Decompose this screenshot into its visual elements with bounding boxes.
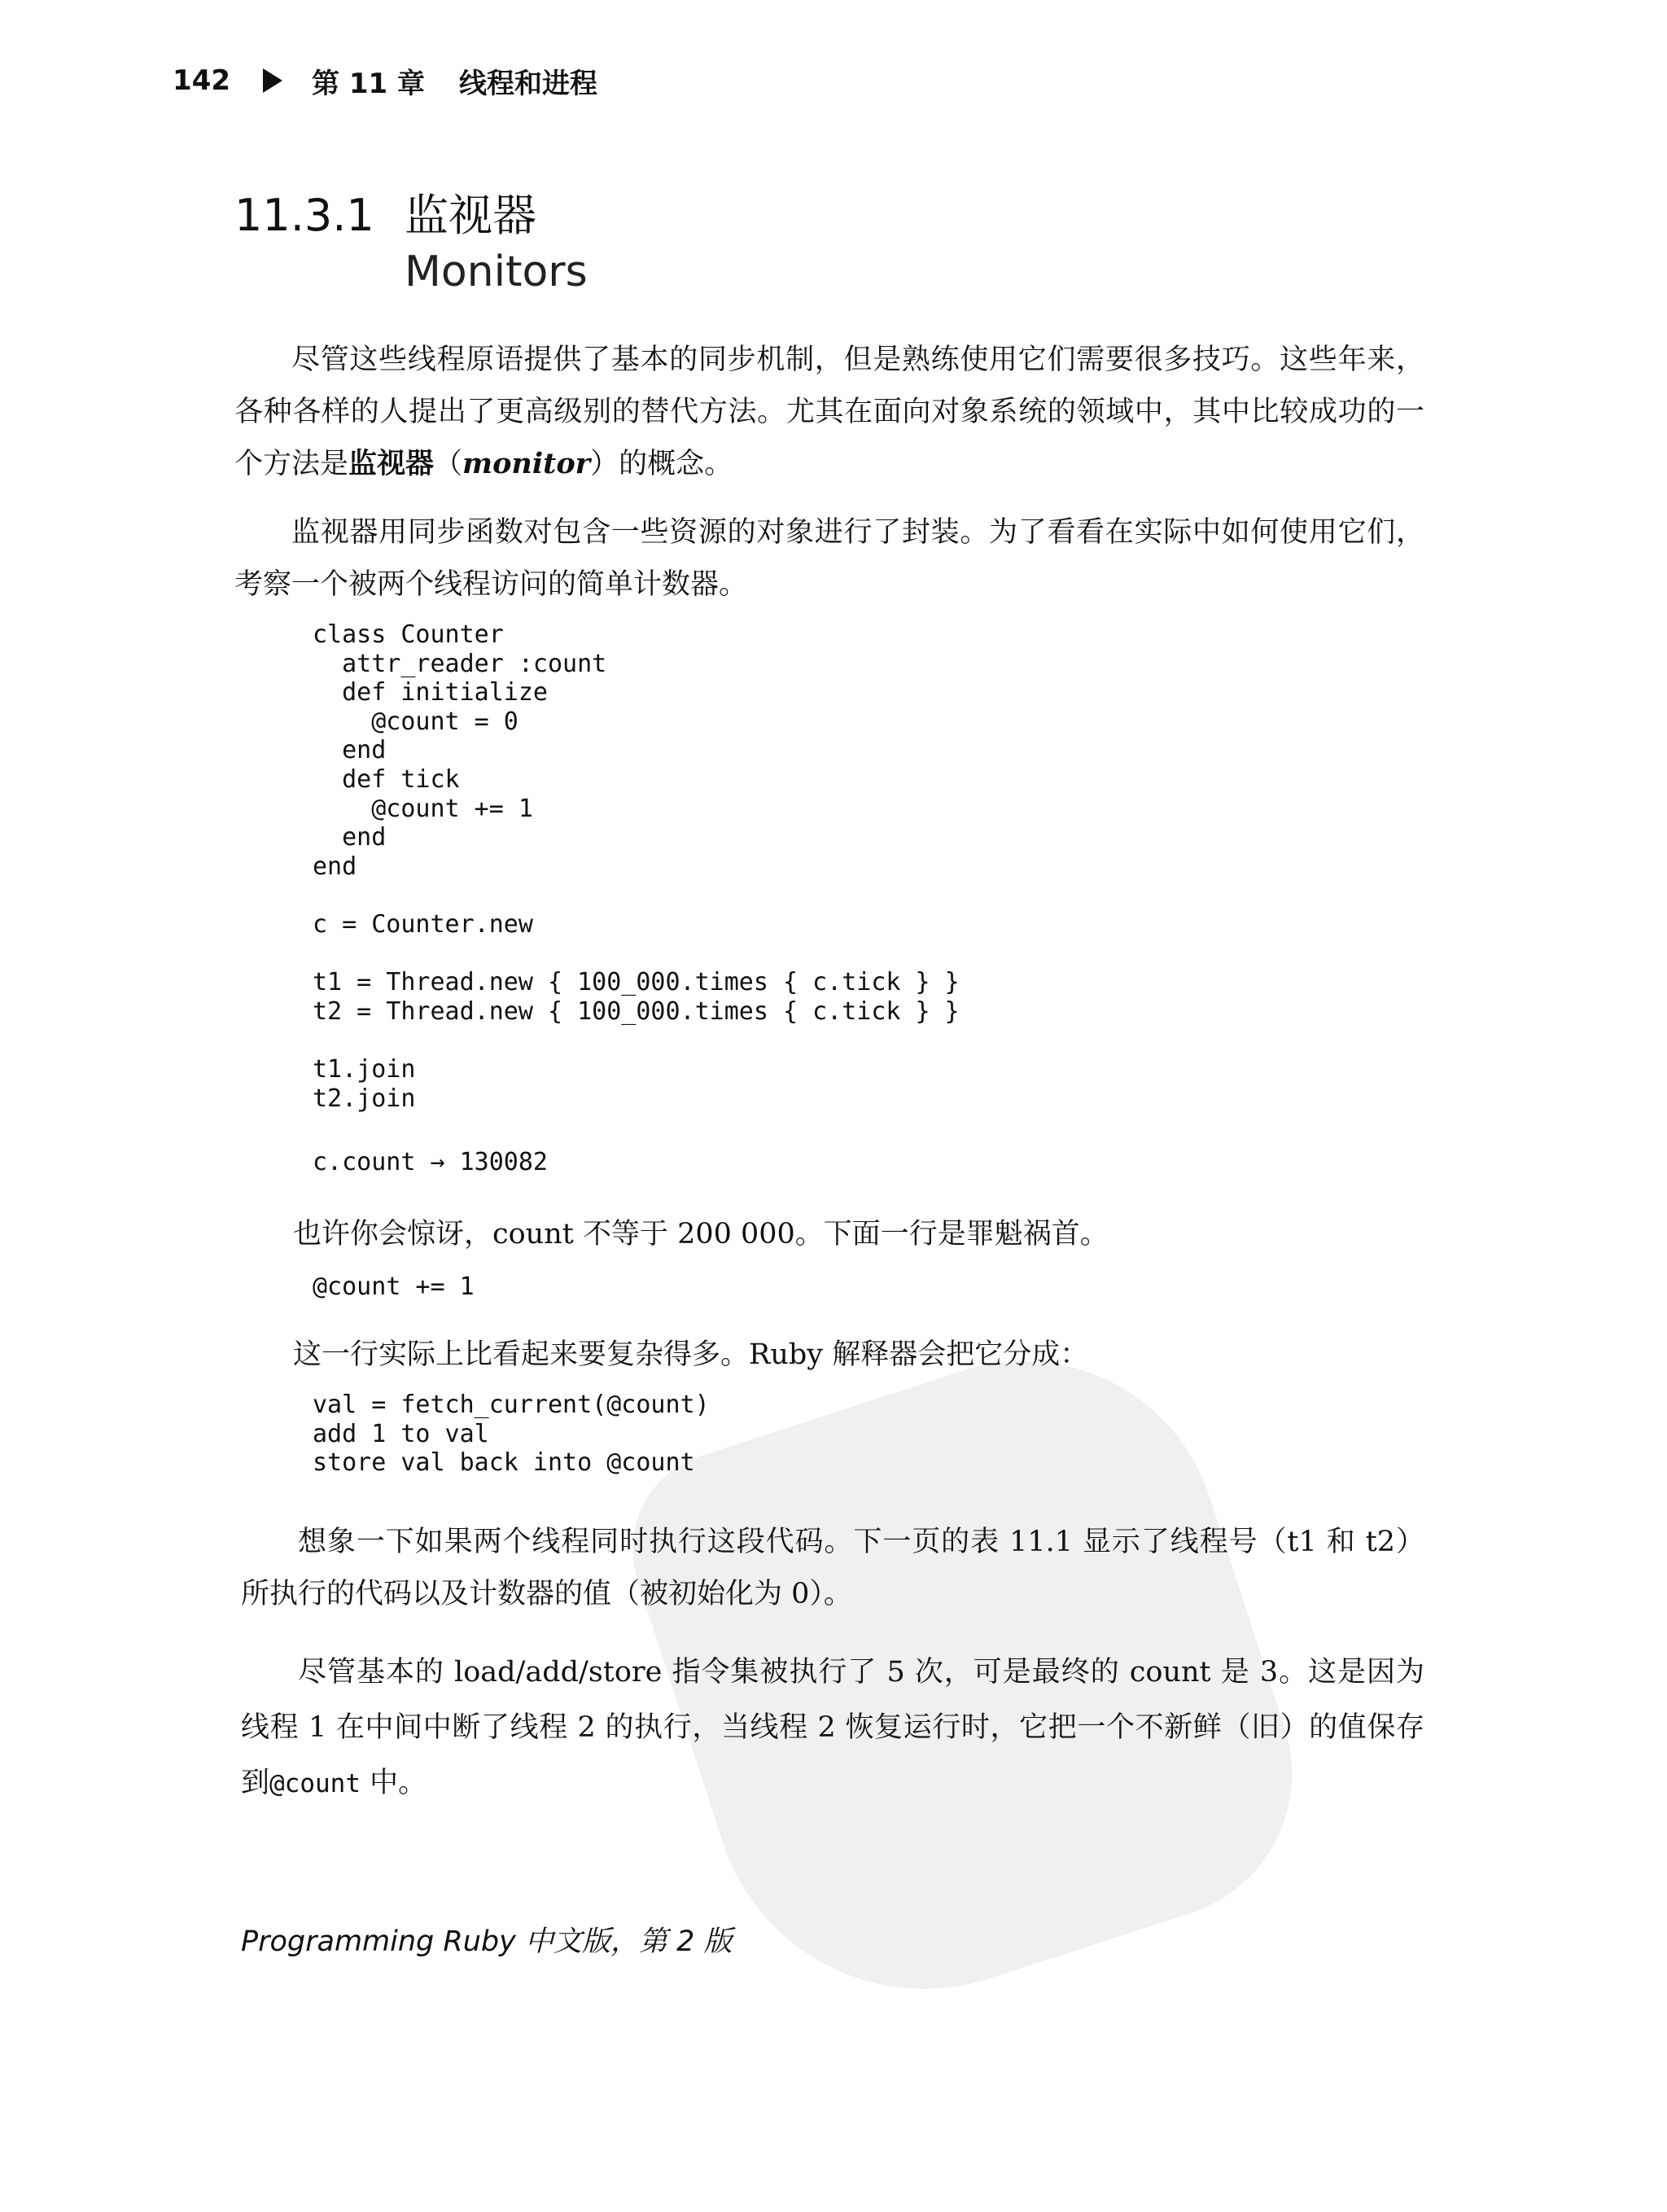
code-block-counter: class Counter attr_reader :count def initialize @count = 0 end def tick @count += 1 end end c = Counter.new t1 = Thread.new { 100_000.times { c.tick } } t2 = Thread.new { 100_000.times { c.tick } } t1.join t2.join: [313, 620, 960, 1113]
chapter-label: 第 11 章: [311, 67, 425, 100]
chapter-title: 线程和进程: [458, 67, 597, 100]
paragraph-2: 监视器用同步函数对包含一些资源的对象进行了封装。为了看看在实际中如何使用它们，考察一个被两个线程访问的简单计数器。: [234, 516, 1424, 601]
term-monitor-english: monitor: [462, 447, 591, 480]
triangle-arrow-icon: [263, 68, 282, 93]
running-header: [173, 60, 597, 101]
paragraph-1: 尽管这些线程原语提供了基本的同步机制，但是熟练使用它们需要很多技巧。这些年来，各种各样的人提出了更高级别的替代方法。尤其在面向对象系统的领域中，其中比较成功的一个方法是监视器（monitor）的概念。: [234, 344, 1424, 480]
section-subtitle: Monitors: [405, 247, 588, 296]
code-increment: @count += 1: [313, 1272, 475, 1301]
page-number: 142: [173, 64, 230, 97]
paragraph-4: 这一行实际上比看起来要复杂得多。Ruby 解释器会把它分成：: [293, 1338, 1089, 1371]
paragraph-6: 尽管基本的 load/add/store 指令集被执行了 5 次，可是最终的 count 是 3。这是因为线程 1 在中间中断了线程 2 的执行，当线程 2 恢复运行时，它把一个不新鲜（旧）的值保存到@count 中。: [241, 1656, 1424, 1799]
code-block-decomposed: val = fetch_current(@count) add 1 to val store val back into @count: [313, 1391, 710, 1478]
section-number: 11.3.1: [234, 190, 374, 241]
code-result: c.count → 130082: [313, 1148, 548, 1176]
section-title: 监视器: [405, 190, 536, 241]
paragraph-3: 也许你会惊讶，count 不等于 200 000。下面一行是罪魁祸首。: [293, 1218, 1109, 1251]
paragraph-5: 想象一下如果两个线程同时执行这段代码。下一页的表 11.1 显示了线程号（t1 和 t2）所执行的代码以及计数器的值（被初始化为 0）。: [241, 1526, 1424, 1610]
inline-code-count: @count: [269, 1769, 361, 1798]
term-monitor: 监视器: [348, 447, 435, 480]
page-footer: Programming Ruby 中文版，第 2 版: [241, 1925, 733, 1958]
